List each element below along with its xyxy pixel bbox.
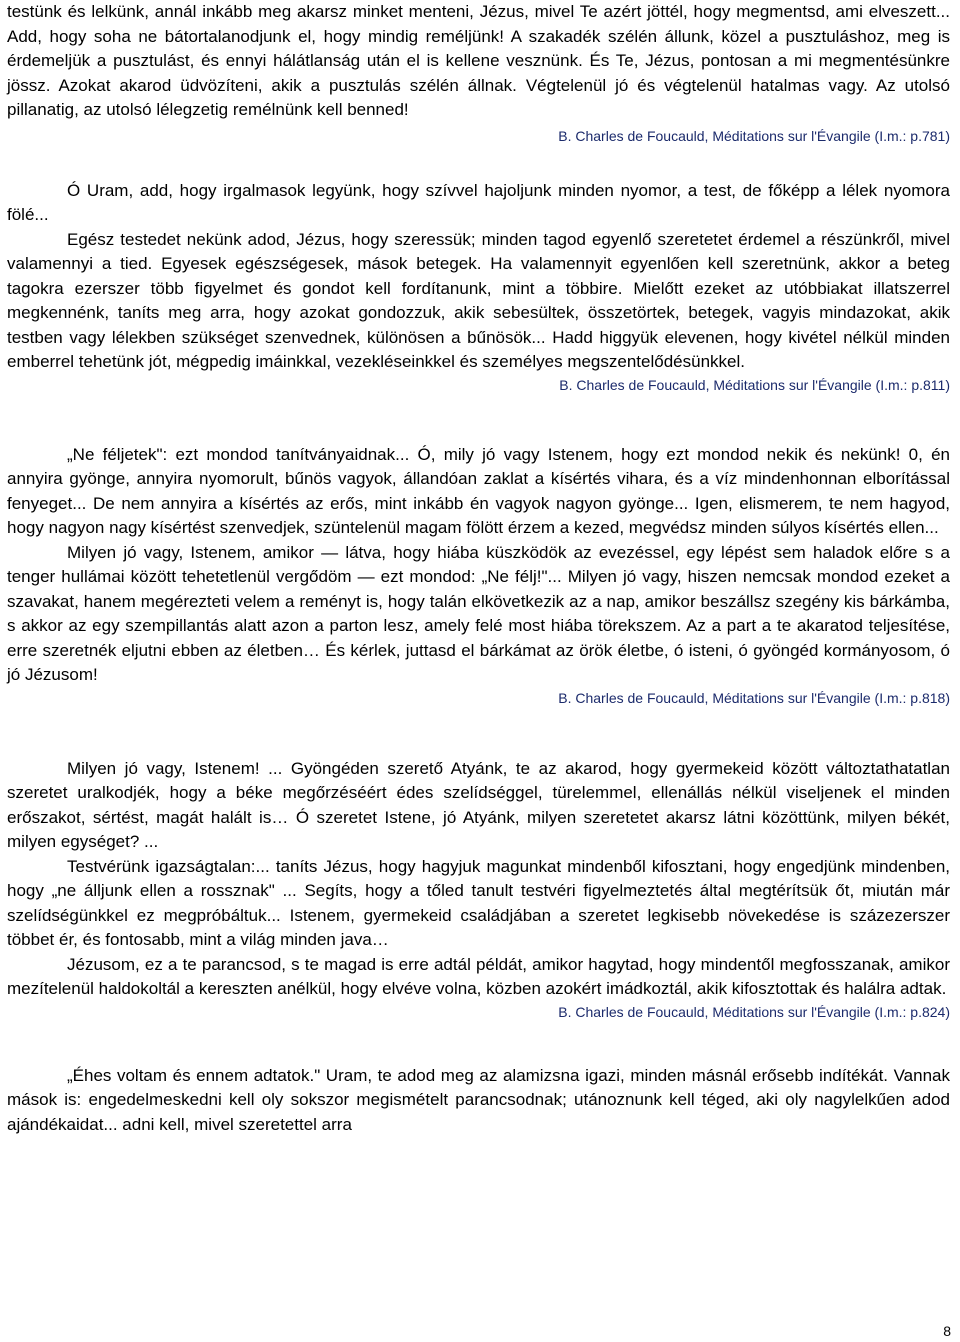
paragraph: „Éhes voltam és ennem adtatok." Uram, te adod meg az alamizsna igazi, minden másnál erősebb indítékát. Vannak mások is: engedelmeskedni kell oly sokszor megismételt parancsodnak; utánoznunk kell téged, aki oly nagylelkűen adod ajándékaidat... adni kell, mivel szeretettel arra xyxy=(7,1065,950,1134)
paragraph: Milyen jó vagy, Istenem, amikor — látva, hogy hiába küszködök az evezéssel, egy lépést sem haladok előre s a tenger hullámai között tehetetlenül vergődöm — ezt mondod: „Ne félj!"... Milyen jó vagy, hiszen nemcsak mondod ezeket a szavakat, hanem megérezteti velem a reményt is, hogy talán elkövetkezik az a nap, amikor beszállsz szegény kis bárkámba, s akkor az egy szempillantás alatt azon a parton lesz, amely felé most hiába törekszem. Az a part a te akaratod teljesítése, erre szeretnék eljutni ebben az életben… És kérlek, juttasd el bárkámat az örök életbe, ó isteni, ó gyöngéd kormányosom, ó jó Jézusom! xyxy=(7,542,950,684)
meditation-section-5 xyxy=(7,1064,950,1138)
section-spacer xyxy=(7,146,950,179)
paragraph: Milyen jó vagy, Istenem! ... Gyöngéden szerető Atyánk, te az akarod, hogy gyermekeid között változtathatatlan szeretet uralkodjék, hogy a béke megőrzéséért édes szelídséggel, türelemmel, ellenállás nélkül viseljenek el minden erőszakot, sértést, magát halált is… Ó szeretet Istene, jó Atyánk, milyen szeretetet akarsz látni közöttünk, milyen békét, milyen egységet? ... xyxy=(7,758,950,851)
section-spacer xyxy=(7,395,950,443)
meditation-section-3 xyxy=(7,443,950,708)
paragraph: Testvérünk igazságtalan:... taníts Jézus, hogy hagyjuk magunkat mindenből kifosztani, hogy engedjünk mindenben, hogy „ne álljunk ellen a rossznak" ... Segíts, hogy a tőled tanult testvéri figyelmeztetés által megtérítsük őt, miután már szelídségünkkel ez megpróbáltuk... Istenem, gyermekeid családjában a szeretet legkisebb növekedése is százezerszer többet ér, és fontosabb, mint a világ minden java… xyxy=(7,856,950,949)
page-number: 8 xyxy=(943,1323,951,1339)
citation: B. Charles de Foucauld, Méditations sur l'Évangile (I.m.: p.818) xyxy=(558,689,950,706)
citation: B. Charles de Foucauld, Méditations sur l'Évangile (I.m.: p.824) xyxy=(558,1003,950,1020)
paragraph: Jézusom, ez a te parancsod, s te magad is erre adtál példát, amikor hagytad, hogy mindentől megfosszanak, amikor mezítelenül haldokoltál a kereszten anélkül, hogy elvéve volna, közben azokért imádkoztál, akik kifosztottak és halálra adtak. xyxy=(7,954,950,998)
section-spacer xyxy=(7,1022,950,1064)
citation: B. Charles de Foucauld, Méditations sur l'Évangile (I.m.: p.781) xyxy=(558,127,950,144)
citation: B. Charles de Foucauld, Méditations sur l'Évangile (I.m.: p.811) xyxy=(559,376,950,393)
meditation-section-1 xyxy=(7,0,950,146)
section-spacer xyxy=(7,708,950,757)
meditation-section-2 xyxy=(7,179,950,395)
paragraph: „Ne féljetek": ezt mondod tanítványaidnak... Ó, mily jó vagy Istenem, hogy ezt mondod nekik és nekünk! 0, én annyira gyönge, annyira nyomorult, bűnös vagyok, állandóan zaklat a kísértés vihara, és a víz mindenhonnan elborítással fenyeget... De nem annyira a kísértés az erős, mint inkább én vagyok nagyon gyönge... Igen, elismerem, te nem hagyod, hogy nagyon nagy kísértést szenvedjek, szüntelenül magam fölött érzem a kezed, megvédsz minden súlyos kísértés ellen... xyxy=(7,444,950,537)
paragraph: testünk és lelkünk, annál inkább meg akarsz minket menteni, Jézus, mivel Te azért jöttél, hogy megmentsd, ami elveszett... Add, hogy soha ne bátortalanodjunk el, hogy mindig reméljünk! A szakadék szélén állunk, közel a pusztuláshoz, meg is érdemeljük a pusztulást, és ennyi hálátlanság után el is kellene vesznünk. És Te, Jézus, pontosan a mi megmentésünkre jössz. Azokat akarod üdvözíteni, akik a pusztulás szélén állnak. Végtelenül jó és végtelenül hatalmas vagy. Az utolsó pillanatig, az utolsó lélegzetig remélnünk kell benned! xyxy=(7,2,950,119)
document-page xyxy=(7,0,950,1137)
meditation-section-4 xyxy=(7,757,950,1022)
paragraph: Ó Uram, add, hogy irgalmasok legyünk, hogy szívvel hajoljunk minden nyomor, a test, de főképp a lélek nyomora fölé... xyxy=(7,180,950,224)
paragraph: Egész testedet nekünk adod, Jézus, hogy szeressük; minden tagod egyenlő szeretetet érdemel a részünkről, mivel valamennyi a tied. Egyesek egészségesek, mások betegek. Ha valamennyit egyenlően kell szeretnünk, akkor a beteg tagokra ezerszer több figyelmet és gondot kell fordítanunk, mint a többire. Mielőtt ezeket az utóbbiakat illatszerrel megkennénk, taníts meg arra, hogy azokat gondozzuk, akik sebesültek, összetörtek, betegek, vagyis mindazokat, akik testben vagy lélekben szükséget szenvednek, különösen a bűnösök... Hadd higgyük elevenen, hogy kivétel nélkül minden emberrel tehetünk jót, mégpedig imáinkkal, vezekléseinkkel és személyes megszentelődésünkkel. xyxy=(7,229,950,371)
